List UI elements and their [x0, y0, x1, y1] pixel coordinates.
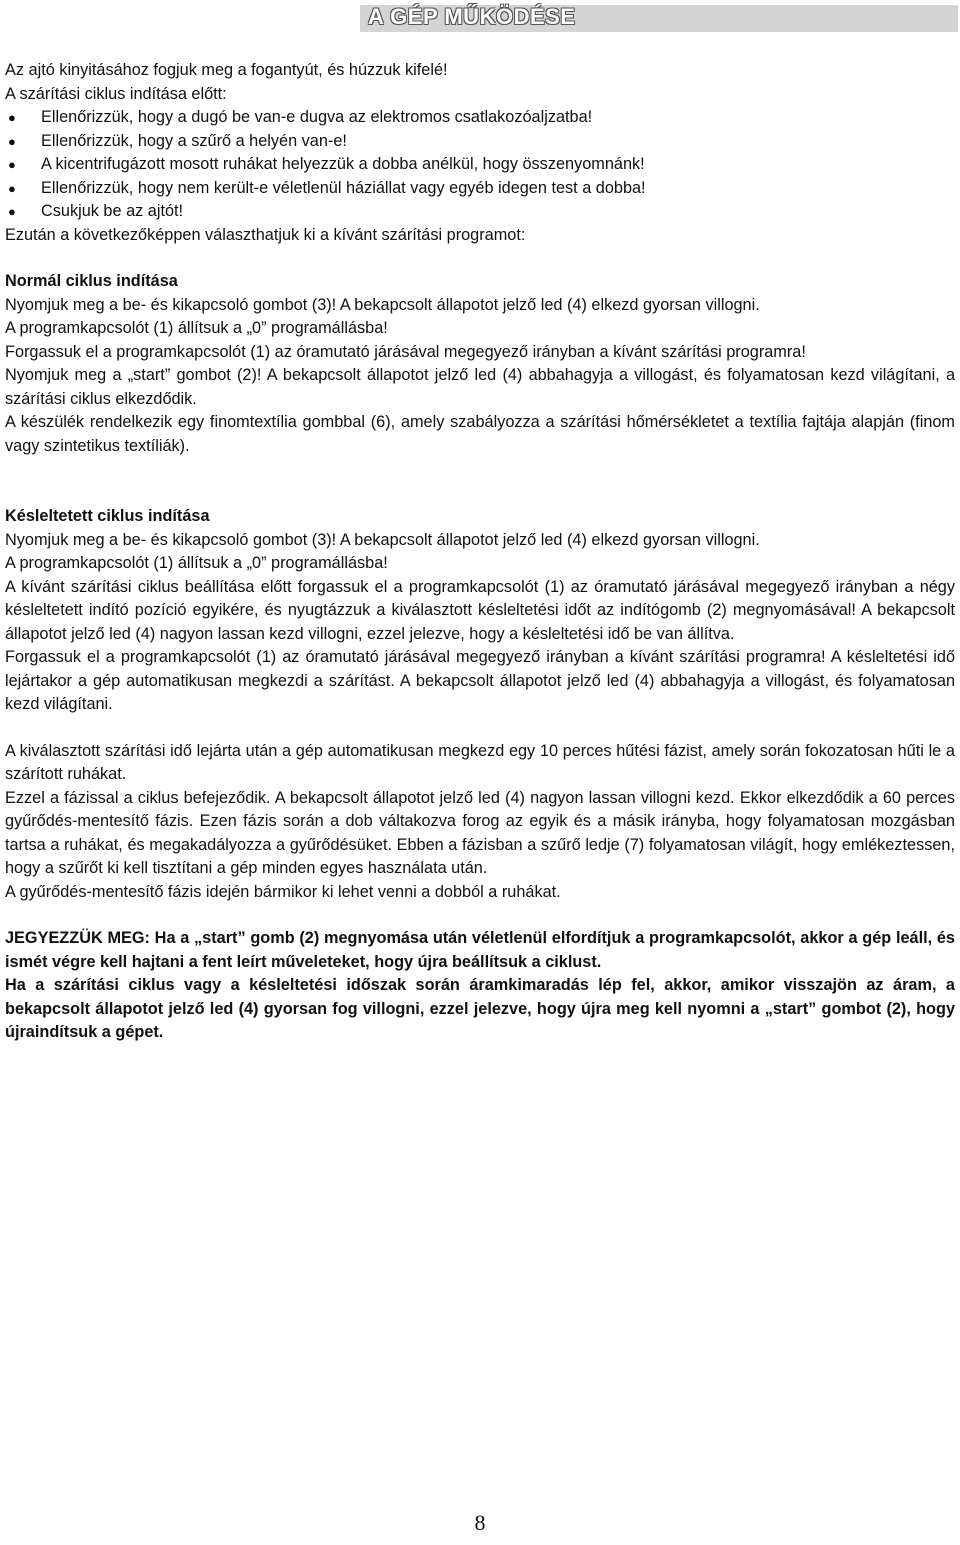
intro-paragraph: A szárítási ciklus indítása előtt:	[5, 84, 227, 103]
document-body	[5, 59, 955, 1045]
note-paragraph: JEGYEZZÜK MEG: Ha a „start” gomb (2) megnyomása után véletlenül elfordítjuk a programkapcsolót, akkor a gép leáll, és ismét végre kell hajtani a fent leírt műveleteket, hogy újra beállítsuk a ciklust.	[5, 929, 955, 971]
section-title-normal: Normál ciklus indítása	[5, 272, 178, 290]
paragraph: Forgassuk el a programkapcsolót (1) az óramutató járásával megegyező irányban a kívánt szárítási programra! A késleltetési idő lejártakor a gép automatikusan megkezdi a szárítást. A bekapcsolt állapotot jelző led (4) abbahagyja a villogást, és folyamatosan kezd világítani.	[5, 648, 955, 713]
note-paragraph: Ha a szárítási ciklus vagy a késleltetési időszak során áramkimaradás lép fel, akkor, amikor visszajön az áram, a bekapcsolt állapotot jelző led (4) gyorsan fog villogni, ezzel jelezve, hogy újra meg kell nyomni a „start” gombot (2), hogy újraindítsuk a gépet.	[5, 976, 955, 1041]
paragraph: Ezzel a fázissal a ciklus befejeződik. A bekapcsolt állapotot jelző led (4) nagyon lassan villogni kezd. Ekkor elkezdődik a 60 perces gyűrődés-mentesítő fázis. Ezen fázis során a dob váltakozva forog az egyik és a másik irányba, hogy folyamatosan mozgásban tartsa a ruhákat, és megakadályozza a gyűrődésüket. Ebben a fázisban a szűrő ledje (7) folyamatosan világít, hogy emlékeztessen, hogy a szűrőt ki kell tisztítani a gép minden egyes használata után.	[5, 788, 955, 877]
paragraph: A programkapcsolót (1) állítsuk a „0” programállásba!	[5, 554, 388, 572]
paragraph: A gyűrődés-mentesítő fázis idején bármikor ki lehet venni a dobból a ruhákat.	[5, 882, 561, 901]
bullet-icon: ●	[8, 204, 16, 219]
note-block	[5, 927, 955, 1045]
bullet-icon: ●	[8, 157, 16, 172]
section-title-delayed: Késleltetett ciklus indítása	[5, 507, 210, 525]
paragraph: A programkapcsolót (1) állítsuk a „0” programállásba!	[5, 319, 388, 337]
paragraph: Nyomjuk meg a be- és kikapcsoló gombot (3)! A bekapcsolt állapotot jelző led (4) elkezd gyorsan villogni.	[5, 295, 760, 314]
list-item: ● A kicentrifugázott mosott ruhákat helyezzük a dobba anélkül, hogy összenyomnánk!	[5, 153, 955, 177]
paragraph: Nyomjuk meg a „start” gombot (2)! A bekapcsolt állapotot jelző led (4) abbahagyja a villogást, és folyamatosan kezd világítani, a szárítási ciklus elkezdődik.	[5, 366, 955, 408]
paragraph: Forgassuk el a programkapcsolót (1) az óramutató járásával megegyező irányban a kívánt szárítási programra!	[5, 342, 806, 361]
list-item: ● Ellenőrizzük, hogy nem került-e véletlenül háziállat vagy egyéb idegen test a dobba!	[5, 177, 955, 201]
list-item: ● Ellenőrizzük, hogy a dugó be van-e dugva az elektromos csatlakozóaljzatba!	[5, 106, 955, 130]
paragraph: A kiválasztott szárítási idő lejárta után a gép automatikusan megkezd egy 10 perces hűtési fázist, amely során fokozatosan hűti le a szárított ruhákat.	[5, 741, 955, 783]
intro-paragraph: Ezután a következőképpen választhatjuk ki a kívánt szárítási programot:	[5, 225, 526, 244]
bullet-icon: ●	[8, 180, 16, 196]
paragraph: A kívánt szárítási ciklus beállítása előtt forgassuk el a programkapcsolót (1) az óramutató járásával megegyező irányban a négy késleltetett indító pozíció egyikére, és nyugtázzuk a kiválasztott késleltetési időt az indítógomb (2) megnyomásával! A bekapcsolt állapotot jelző led (4) nagyon lassan kezd villogni, ezzel jelezve, hogy a késleltetési idő be van állítva.	[5, 577, 955, 643]
bullet-icon: ●	[8, 110, 16, 125]
intro-paragraph: Az ajtó kinyitásához fogjuk meg a fogantyút, és húzzuk kifelé!	[5, 61, 448, 79]
paragraph: Nyomjuk meg a be- és kikapcsoló gombot (3)! A bekapcsolt állapotot jelző led (4) elkezd gyorsan villogni.	[5, 530, 760, 549]
checklist	[5, 106, 955, 224]
paragraph: A készülék rendelkezik egy finomtextília gombbal (6), amely szabályozza a szárítási hőmérsékletet a textília fajtája alapján (finom vagy szintetikus textíliák).	[5, 413, 955, 455]
list-item: ● Csukjuk be az ajtót!	[5, 200, 955, 224]
page-number: 8	[474, 1510, 486, 1535]
list-item: ● Ellenőrizzük, hogy a szűrő a helyén van-e!	[5, 130, 955, 154]
bullet-icon: ●	[8, 133, 16, 149]
page-title: A GÉP MŰKÖDÉSE	[368, 4, 576, 29]
